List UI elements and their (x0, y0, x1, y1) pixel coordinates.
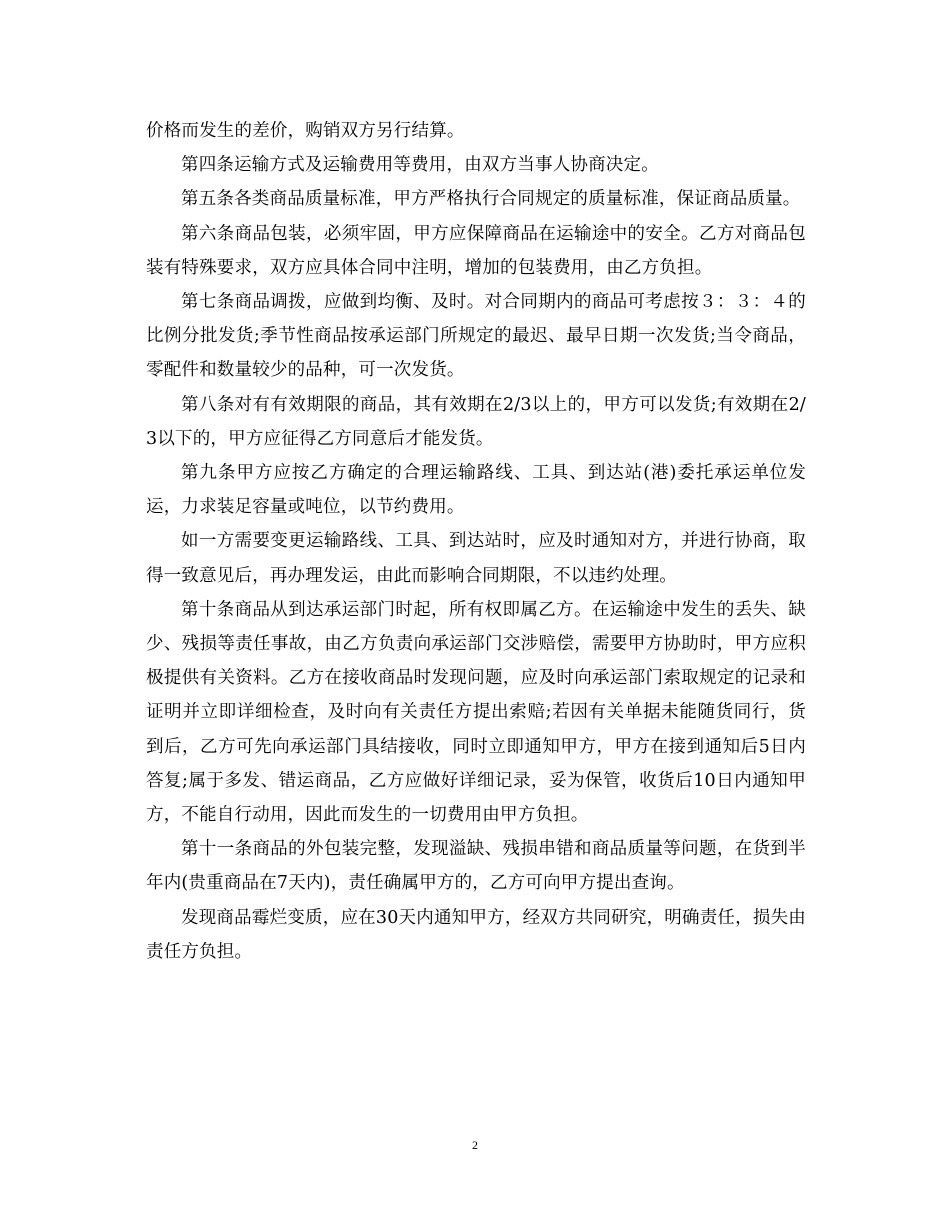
paragraph-article-4: 第四条运输方式及运输费用等费用，由双方当事人协商决定。 (181, 155, 659, 176)
document-body (146, 114, 806, 969)
paragraph-article-11-supplement: 发现商品霉烂变质，应在30天内通知甲方，经双方共同研究，明确责任，损失由责任方负担。 (146, 907, 806, 962)
paragraph-article-9: 第九条甲方应按乙方确定的合理运输路线、工具、到达站(港)委托承运单位发运，力求装足容量或吨位，以节约费用。 (146, 463, 806, 518)
page-number: 2 (472, 1138, 478, 1152)
paragraph-article-9-supplement: 如一方需要变更运输路线、工具、到达站时，应及时通知对方，并进行协商，取得一致意见后，再办理发运，由此而影响合同期限，不以违约处理。 (146, 531, 806, 586)
paragraph-article-5: 第五条各类商品质量标准，甲方严格执行合同规定的质量标准，保证商品质量。 (181, 189, 801, 210)
paragraph-article-10: 第十条商品从到达承运部门时起，所有权即属乙方。在运输途中发生的丢失、缺少、残损等责任事故，由乙方负责向承运部门交涉赔偿，需要甲方协助时，甲方应积极提供有关资料。乙方在接收商品时发现问题，应及时向承运部门索取规定的记录和证明并立即详细检查，及时向有关责任方提出索赔;若因有关单据未能随货同行，货到后，乙方可先向承运部门具结接收，同时立即通知甲方，甲方在接到通知后5日内答复;属于多发、错运商品，乙方应做好详细记录，妥为保管，收货后10日内通知甲方，不能自行动用，因此而发生的一切费用由甲方负担。 (146, 599, 806, 826)
paragraph-continuation: 价格而发生的差价，购销双方另行结算。 (146, 121, 465, 141)
paragraph-article-6: 第六条商品包装，必须牢固，甲方应保障商品在运输途中的安全。乙方对商品包装有特殊要求，双方应具体合同中注明，增加的包装费用，由乙方负担。 (146, 223, 806, 278)
paragraph-article-11: 第十一条商品的外包装完整，发现溢缺、残损串错和商品质量等问题，在货到半年内(贵重商品在7天内)，责任确属甲方的，乙方可向甲方提出查询。 (146, 839, 806, 894)
paragraph-article-8: 第八条对有有效期限的商品，其有效期在2/3以上的，甲方可以发货;有效期在2/3以下的，甲方应征得乙方同意后才能发货。 (146, 394, 806, 449)
paragraph-article-7: 第七条商品调拨，应做到均衡、及时。对合同期内的商品可考虑按３：３：４的比例分批发货;季节性商品按承运部门所规定的最迟、最早日期一次发货;当令商品，零配件和数量较少的品种，可一次发货。 (146, 292, 806, 381)
